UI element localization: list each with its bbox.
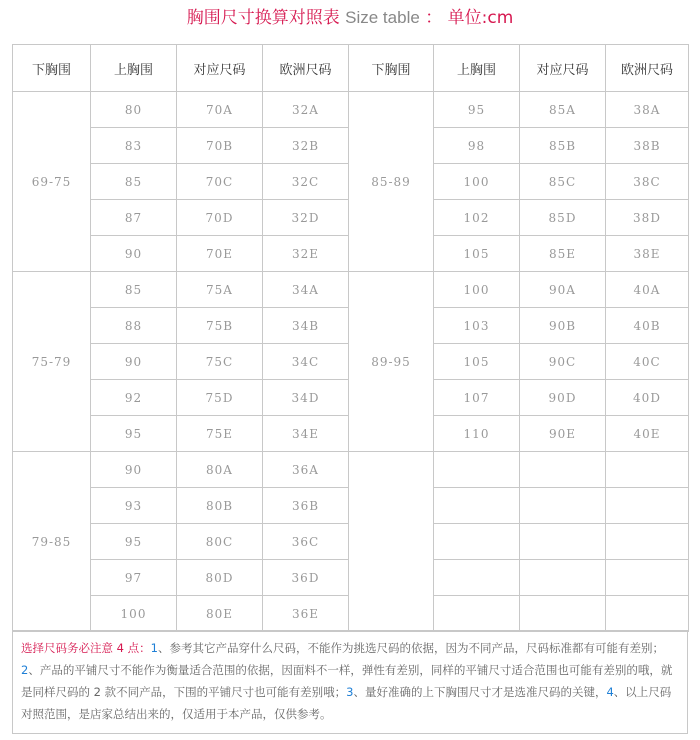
upper-bust-cell: 90	[91, 236, 177, 272]
upper-bust-cell	[434, 596, 520, 632]
upper-bust-cell: 83	[91, 128, 177, 164]
size-cell	[520, 596, 606, 632]
size-cell: 85A	[520, 92, 606, 128]
header-row	[13, 45, 689, 92]
size-cell: 90D	[520, 380, 606, 416]
eu-size-cell: 36B	[263, 488, 349, 524]
eu-size-cell: 40C	[606, 344, 689, 380]
upper-bust-cell: 95	[91, 416, 177, 452]
upper-bust-cell: 85	[91, 164, 177, 200]
note-text: 、以上尺码对照范围，是店家总结出来的，仅适用于本产品，仅供参考。	[21, 685, 672, 721]
eu-size-cell: 40A	[606, 272, 689, 308]
eu-size-cell: 34D	[263, 380, 349, 416]
header-cell: 上胸围	[434, 45, 520, 92]
under-bust-cell: 89-95	[349, 272, 434, 452]
notes-lead: 选择尺码务必注意 4 点：	[21, 641, 151, 655]
eu-size-cell: 36E	[263, 596, 349, 632]
header-cell: 欧洲尺码	[263, 45, 349, 92]
upper-bust-cell: 103	[434, 308, 520, 344]
size-cell	[520, 560, 606, 596]
eu-size-cell: 38B	[606, 128, 689, 164]
eu-size-cell: 34E	[263, 416, 349, 452]
size-cell: 85C	[520, 164, 606, 200]
size-cell: 70B	[177, 128, 263, 164]
eu-size-cell: 40B	[606, 308, 689, 344]
upper-bust-cell: 95	[434, 92, 520, 128]
size-cell: 75E	[177, 416, 263, 452]
upper-bust-cell: 100	[434, 164, 520, 200]
title-separator: ：	[425, 8, 443, 28]
eu-size-cell: 32A	[263, 92, 349, 128]
size-cell: 70A	[177, 92, 263, 128]
size-cell: 80B	[177, 488, 263, 524]
upper-bust-cell: 97	[91, 560, 177, 596]
header-cell: 对应尺码	[520, 45, 606, 92]
size-cell: 90E	[520, 416, 606, 452]
size-cell: 90C	[520, 344, 606, 380]
size-cell: 85D	[520, 200, 606, 236]
table-row	[13, 92, 689, 128]
eu-size-cell: 38C	[606, 164, 689, 200]
size-cell: 75D	[177, 380, 263, 416]
upper-bust-cell: 90	[91, 344, 177, 380]
size-cell: 70C	[177, 164, 263, 200]
eu-size-cell	[606, 524, 689, 560]
upper-bust-cell: 92	[91, 380, 177, 416]
under-bust-cell: 75-79	[13, 272, 91, 452]
size-cell: 85B	[520, 128, 606, 164]
upper-bust-cell: 105	[434, 236, 520, 272]
size-cell: 70D	[177, 200, 263, 236]
eu-size-cell	[606, 560, 689, 596]
upper-bust-cell: 90	[91, 452, 177, 488]
eu-size-cell: 34C	[263, 344, 349, 380]
table-row	[13, 452, 689, 488]
header-cell: 对应尺码	[177, 45, 263, 92]
size-cell: 85E	[520, 236, 606, 272]
size-notes	[12, 630, 688, 734]
title-cn: 胸围尺寸换算对照表	[186, 8, 340, 28]
size-cell: 75A	[177, 272, 263, 308]
eu-size-cell	[606, 488, 689, 524]
size-cell	[520, 452, 606, 488]
page-title	[0, 6, 700, 30]
under-bust-cell: 85-89	[349, 92, 434, 272]
eu-size-cell: 38E	[606, 236, 689, 272]
upper-bust-cell: 85	[91, 272, 177, 308]
upper-bust-cell: 80	[91, 92, 177, 128]
size-cell: 80E	[177, 596, 263, 632]
note-text: 、产品的平铺尺寸不能作为衡量适合范围的依据，因面料不一样，弹性有差别，同样的平铺尺寸适合范围也可能有差别的哦，就是同样尺码的 2 款不同产品，下围的平铺尺寸也可能有差别哦；	[21, 663, 673, 699]
upper-bust-cell: 105	[434, 344, 520, 380]
table-row	[13, 272, 689, 308]
note-number: 4	[606, 685, 614, 699]
header-cell: 欧洲尺码	[606, 45, 689, 92]
upper-bust-cell	[434, 560, 520, 596]
note-number: 2	[21, 663, 29, 677]
upper-bust-cell: 88	[91, 308, 177, 344]
size-cell	[520, 488, 606, 524]
eu-size-cell: 32C	[263, 164, 349, 200]
eu-size-cell: 36D	[263, 560, 349, 596]
under-bust-cell: 79-85	[13, 452, 91, 632]
eu-size-cell: 32E	[263, 236, 349, 272]
note-text: 、参考其它产品穿什么尺码，不能作为挑选尺码的依据，因为不同产品，尺码标准都有可能有差别；	[157, 641, 664, 655]
eu-size-cell: 36C	[263, 524, 349, 560]
upper-bust-cell: 100	[434, 272, 520, 308]
eu-size-cell: 34B	[263, 308, 349, 344]
upper-bust-cell: 87	[91, 200, 177, 236]
eu-size-cell: 38D	[606, 200, 689, 236]
size-cell: 90B	[520, 308, 606, 344]
upper-bust-cell: 93	[91, 488, 177, 524]
title-unit: 单位:cm	[447, 8, 514, 28]
header-cell: 上胸围	[91, 45, 177, 92]
under-bust-cell: 69-75	[13, 92, 91, 272]
eu-size-cell: 32D	[263, 200, 349, 236]
upper-bust-cell: 95	[91, 524, 177, 560]
size-cell: 75C	[177, 344, 263, 380]
upper-bust-cell	[434, 524, 520, 560]
eu-size-cell: 40D	[606, 380, 689, 416]
header-cell: 下胸围	[349, 45, 434, 92]
size-cell: 70E	[177, 236, 263, 272]
eu-size-cell: 34A	[263, 272, 349, 308]
upper-bust-cell	[434, 452, 520, 488]
note-number: 1	[150, 641, 158, 655]
size-cell: 80D	[177, 560, 263, 596]
eu-size-cell: 32B	[263, 128, 349, 164]
eu-size-cell	[606, 596, 689, 632]
size-cell: 80A	[177, 452, 263, 488]
size-cell: 75B	[177, 308, 263, 344]
upper-bust-cell	[434, 488, 520, 524]
size-cell: 80C	[177, 524, 263, 560]
note-text: 、量好准确的上下胸围尺寸才是选准尺码的关键，	[353, 685, 607, 699]
under-bust-cell	[349, 452, 434, 632]
size-cell	[520, 524, 606, 560]
upper-bust-cell: 98	[434, 128, 520, 164]
size-cell: 90A	[520, 272, 606, 308]
note-number: 3	[346, 685, 354, 699]
eu-size-cell: 38A	[606, 92, 689, 128]
upper-bust-cell: 100	[91, 596, 177, 632]
upper-bust-cell: 102	[434, 200, 520, 236]
size-table	[12, 44, 689, 632]
eu-size-cell	[606, 452, 689, 488]
title-en: Size table	[345, 8, 420, 27]
header-cell: 下胸围	[13, 45, 91, 92]
eu-size-cell: 36A	[263, 452, 349, 488]
upper-bust-cell: 110	[434, 416, 520, 452]
eu-size-cell: 40E	[606, 416, 689, 452]
upper-bust-cell: 107	[434, 380, 520, 416]
